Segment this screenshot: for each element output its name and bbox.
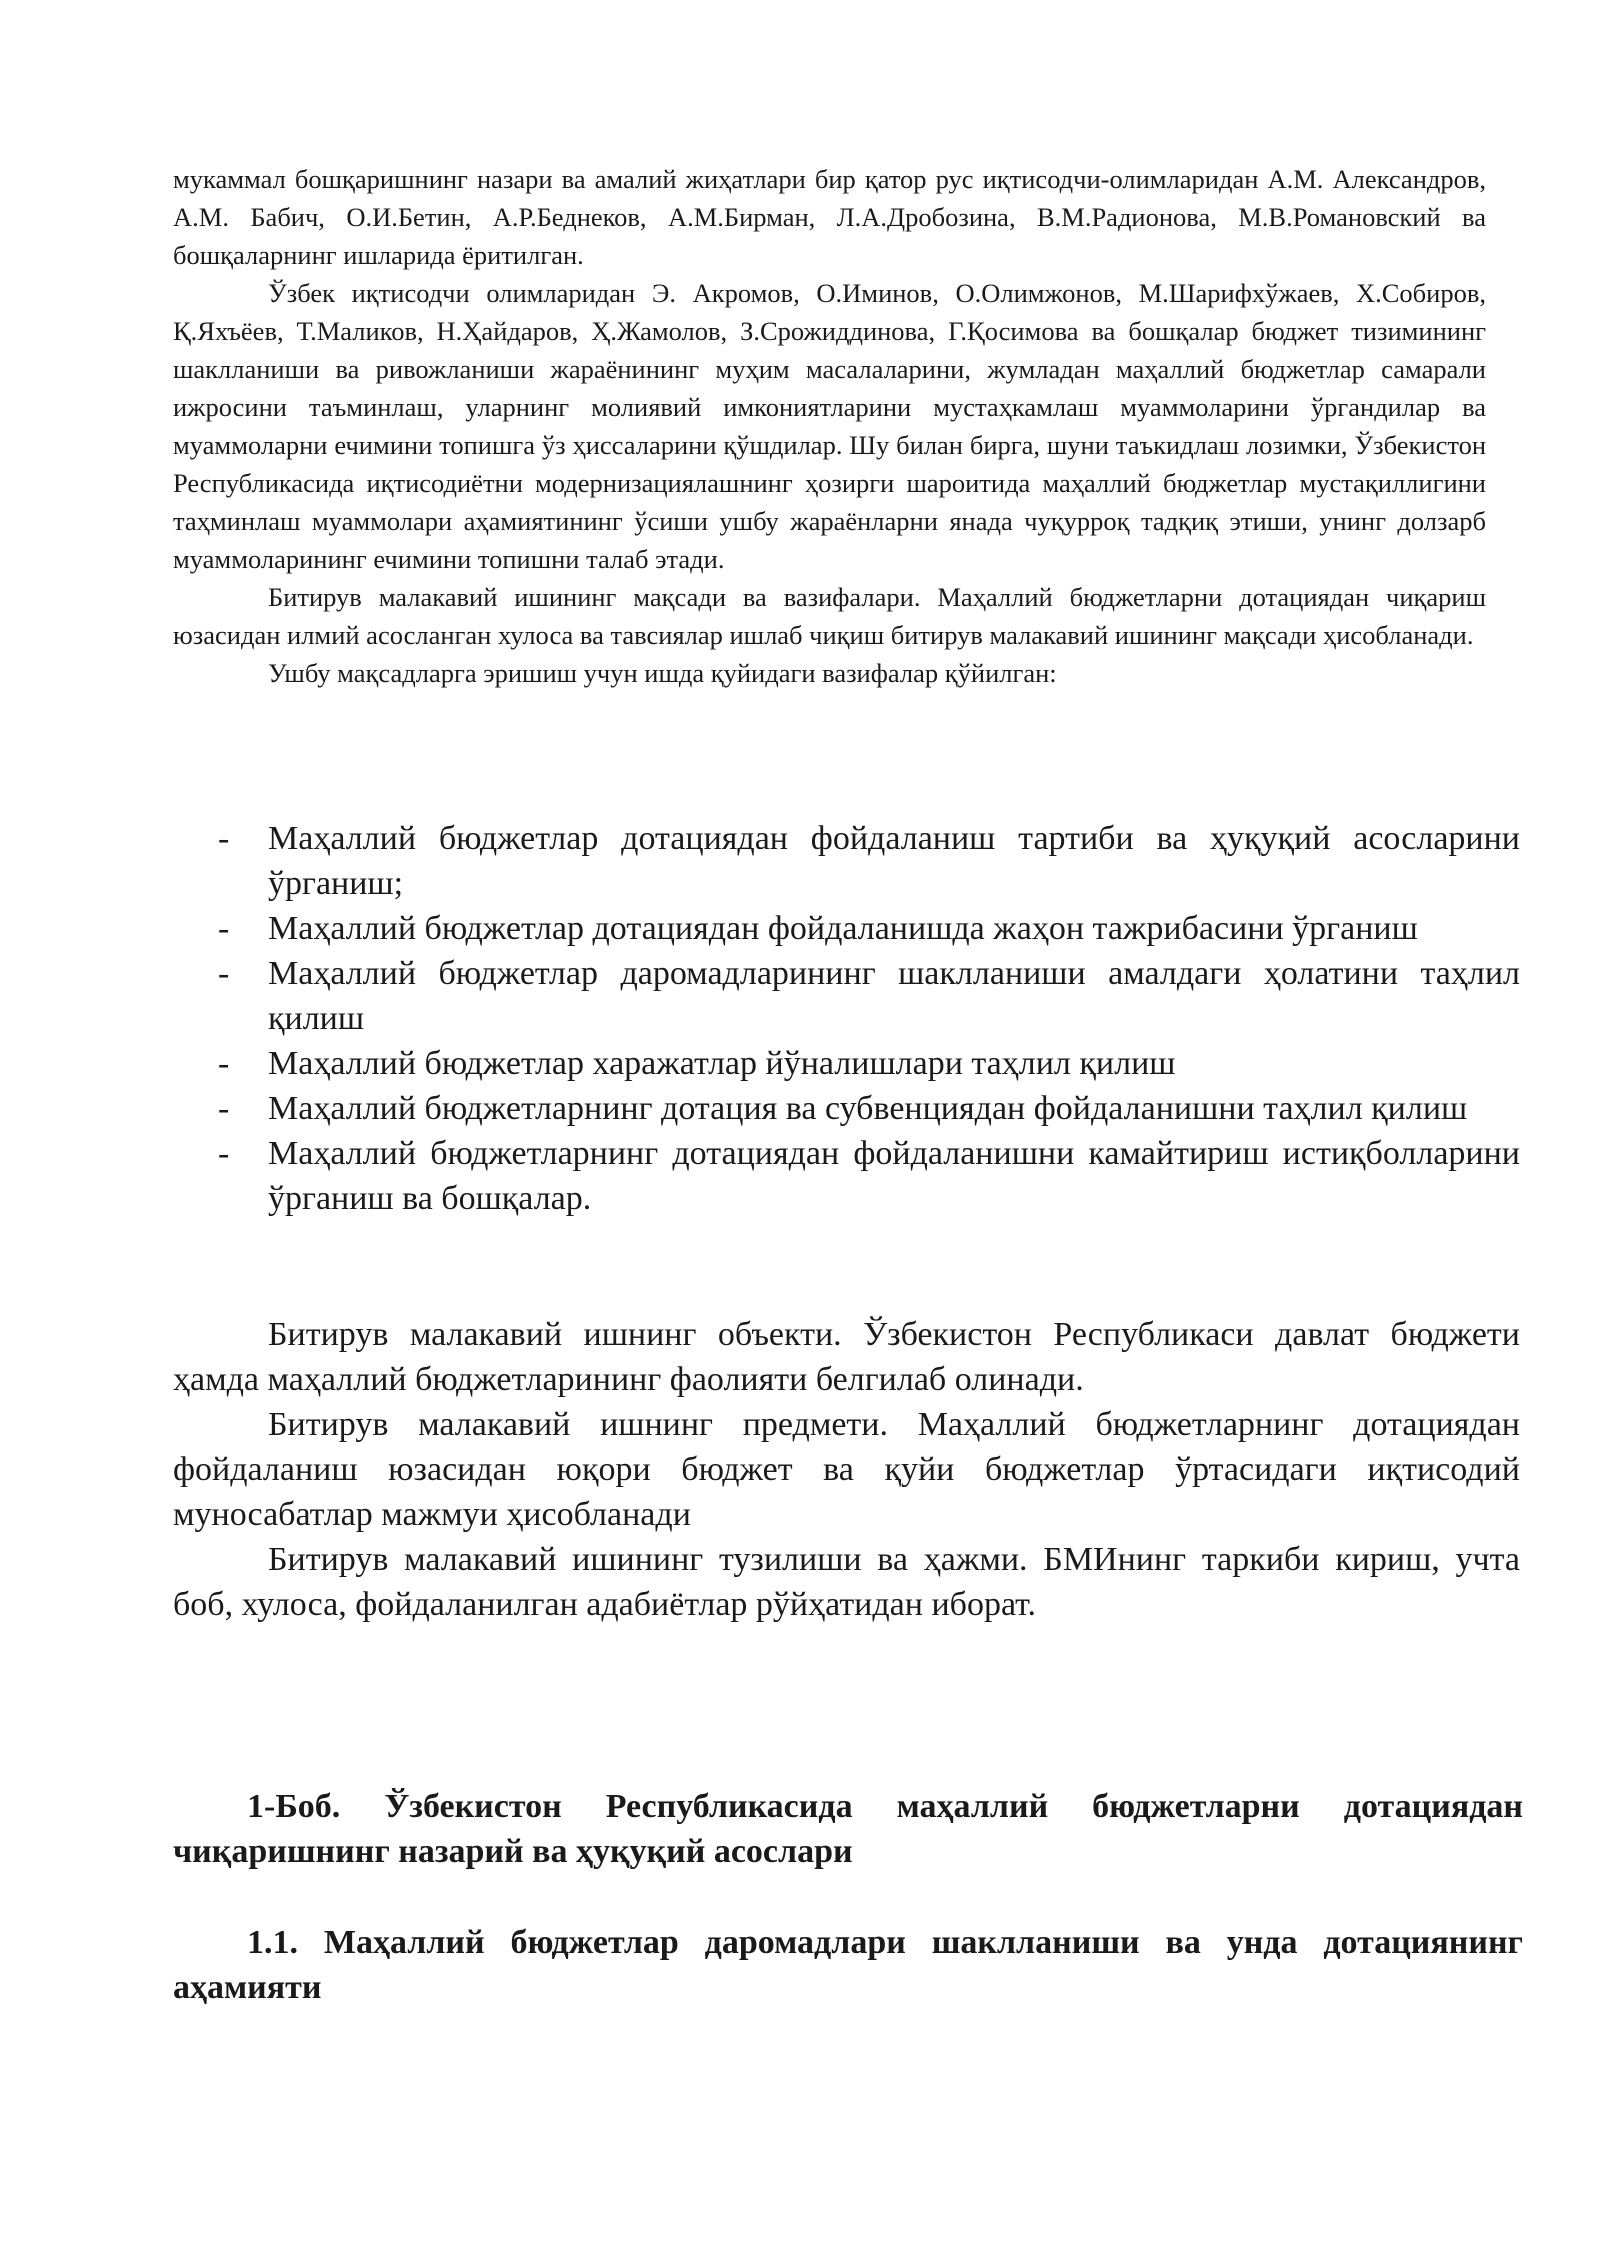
list-dash: -	[218, 955, 230, 992]
intro-paragraph-1: мукаммал бошқаришнинг назари ва амалий жиҳатлари бир қатор рус иқтисодчи-олимларидан А.М. Александров, А.М. Бабич, О.И.Бетин, А.Р.Беднеков, А.М.Бирман, Л.А.Дробозина, В.М.Радионова, М.В.Романовский ва бошқаларнинг ишларида ёритилган.	[173, 164, 1486, 270]
intro-paragraph-3: Битирув малакавий ишининг мақсади ва вазифалари. Маҳаллий бюджетларни дотациядан чиқариш юзасидан илмий асосланган хулоса ва тавсиялар ишлаб чиқиш битирув малакавий ишининг мақсади ҳисобланади.	[173, 582, 1486, 650]
body-block	[173, 1312, 1520, 1627]
list-item-text: Маҳаллий бюджетлар дотациядан фойдаланиш тартиби ва ҳуқуқий асосларини ўрганиш;	[268, 820, 1520, 902]
chapter-heading	[173, 1784, 1523, 1874]
list-item	[0, 1086, 1600, 1131]
list-item	[0, 1041, 1600, 1086]
section-title: 1.1. Маҳаллий бюджетлар даромадлари шаклланиши ва унда дотациянинг аҳамияти	[173, 1924, 1523, 2006]
list-item-text: Маҳаллий бюджетлар даромадларининг шаклланиши амалдаги ҳолатини таҳлил қилиш	[268, 955, 1520, 1037]
chapter-title: 1-Боб. Ўзбекистон Республикасида маҳаллий бюджетларни дотациядан чиқаришнинг назарий ва ҳуқуқий асослари	[173, 1788, 1523, 1870]
list-item-text: Маҳаллий бюджетлар дотациядан фойдаланишда жаҳон тажрибасини ўрганиш	[268, 910, 1418, 947]
list-item-text: Маҳаллий бюджетлар харажатлар йўналишлари таҳлил қилиш	[268, 1045, 1176, 1082]
section-heading	[173, 1920, 1523, 2010]
list-dash: -	[218, 820, 230, 857]
structure-paragraph: Битирув малакавий ишининг тузилиши ва ҳажми. БМИнинг таркиби кириш, учта боб, хулоса, фойдаланилган адабиётлар рўйҳатидан иборат.	[173, 1541, 1520, 1623]
list-item-text: Маҳаллий бюджетларнинг дотация ва субвенциядан фойдаланишни таҳлил қилиш	[268, 1090, 1468, 1127]
list-dash: -	[218, 1135, 230, 1172]
list-item-text: Маҳаллий бюджетларнинг дотациядан фойдаланишни камайтириш истиқболларини ўрганиш ва бошқалар.	[268, 1135, 1520, 1217]
list-item	[0, 1131, 1600, 1221]
object-paragraph: Битирув малакавий ишнинг объекти. Ўзбекистон Республикаси давлат бюджети ҳамда маҳаллий бюджетларининг фаолияти белгилаб олинади.	[173, 1316, 1520, 1398]
intro-paragraph-4: Ушбу мақсадларга эришиш учун ишда қуйидаги вазифалар қўйилган:	[268, 658, 1057, 688]
list-item	[0, 816, 1600, 906]
tasks-list	[0, 816, 1600, 1221]
subject-paragraph: Битирув малакавий ишнинг предмети. Маҳаллий бюджетларнинг дотациядан фойдаланиш юзасидан юқори бюджет ва қуйи бюджетлар ўртасидаги иқтисодий муносабатлар мажмуи ҳисобланади	[173, 1406, 1520, 1533]
intro-block	[173, 160, 1486, 692]
list-dash: -	[218, 910, 230, 947]
list-dash: -	[218, 1045, 230, 1082]
list-item	[0, 906, 1600, 951]
list-item	[0, 951, 1600, 1041]
intro-paragraph-2: Ўзбек иқтисодчи олимларидан Э. Акромов, О.Иминов, О.Олимжонов, М.Шарифхўжаев, Х.Собиров, Қ.Яхъёев, Т.Маликов, Н.Ҳайдаров, Ҳ.Жамолов, З.Срожиддинова, Г.Қосимова ва бошқалар бюджет тизимининг шаклланиши ва ривожланиши жараёнининг муҳим масалаларини, жумладан маҳаллий бюджетлар самарали ижросини таъминлаш, уларнинг молиявий имкониятларини мустаҳкамлаш муаммоларини ўргандилар ва муаммоларни ечимини топишга ўз ҳиссаларини қўшдилар. Шу билан бирга, шуни таъкидлаш лозимки, Ўзбекистон Республикасида иқтисодиётни модернизациялашнинг ҳозирги шароитида маҳаллий бюджетлар мустақиллигини таҳминлаш муаммолари аҳамиятининг ўсиши ушбу жараёнларни янада чуқурроқ тадқиқ этиши, унинг долзарб муаммоларининг ечимини топишни талаб этади.	[173, 278, 1486, 574]
list-dash: -	[218, 1090, 230, 1127]
